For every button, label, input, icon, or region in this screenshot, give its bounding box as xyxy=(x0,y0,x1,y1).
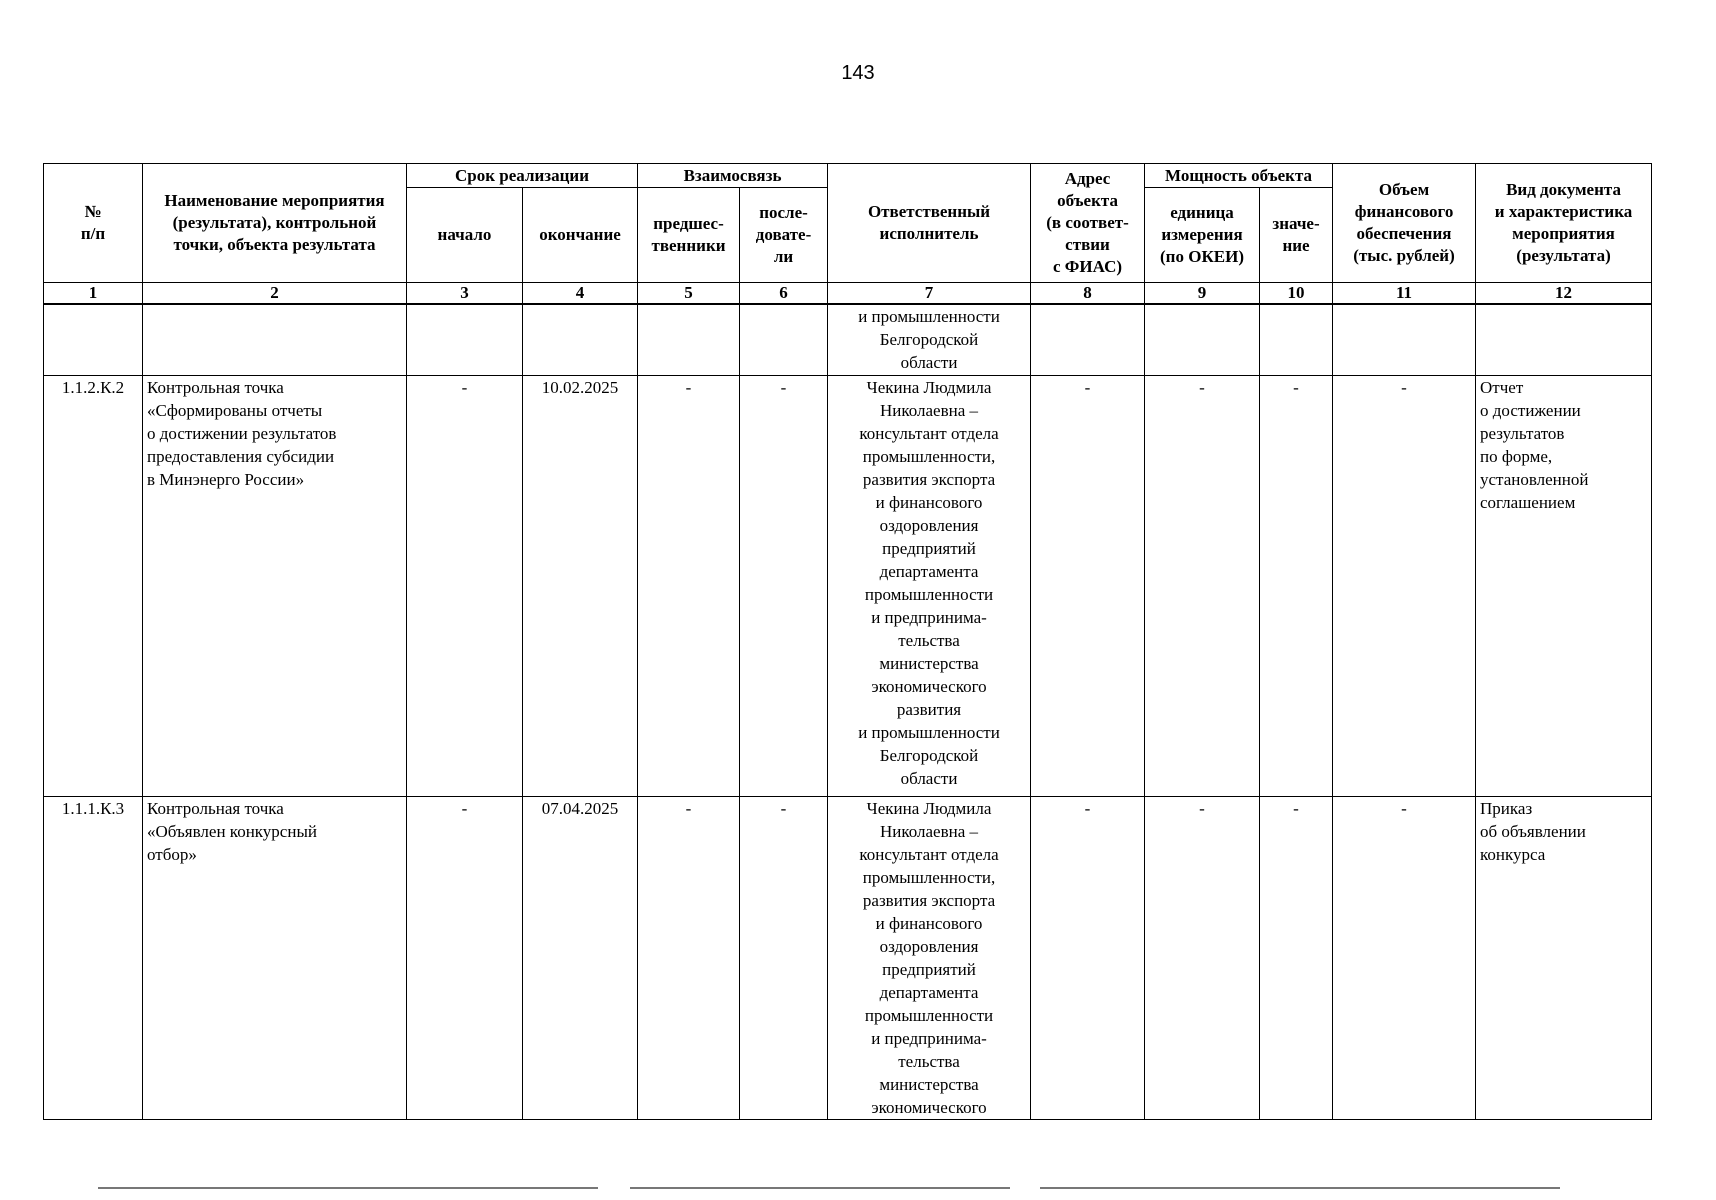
table-row xyxy=(44,797,1652,1120)
cell-num: 1.1.1.К.3 xyxy=(44,797,143,1120)
cell-finance: - xyxy=(1333,376,1476,797)
cell-address xyxy=(1031,304,1145,376)
cell-name: Контрольная точка «Сформированы отчеты о достижении результатов предоставления субсидии в Минэнерго России» xyxy=(143,376,407,797)
header-finance: Объем финансового обеспечения (тыс. рублей) xyxy=(1333,164,1476,283)
cell-prev xyxy=(638,304,740,376)
cell-unit: - xyxy=(1145,797,1260,1120)
page-number: 143 xyxy=(841,62,875,84)
table-row xyxy=(44,304,1652,376)
header-capacity: Мощность объекта xyxy=(1145,164,1333,188)
column-number: 11 xyxy=(1333,283,1476,305)
column-number: 4 xyxy=(523,283,638,305)
cell-address: - xyxy=(1031,797,1145,1120)
header-period-end: окончание xyxy=(523,188,638,283)
header-relation-prev: предшес- твенники xyxy=(638,188,740,283)
cell-next: - xyxy=(740,797,828,1120)
cell-doc xyxy=(1476,304,1652,376)
header-capacity-value: значе- ние xyxy=(1260,188,1333,283)
cell-finance xyxy=(1333,304,1476,376)
footer-rule xyxy=(98,1187,598,1189)
cell-end: 07.04.2025 xyxy=(523,797,638,1120)
footer-rule xyxy=(1040,1187,1560,1189)
header-doc: Вид документа и характеристика мероприятия (результата) xyxy=(1476,164,1652,283)
column-number: 8 xyxy=(1031,283,1145,305)
cell-doc: Приказ об объявлении конкурса xyxy=(1476,797,1652,1120)
cell-value: - xyxy=(1260,376,1333,797)
cell-start: - xyxy=(407,797,523,1120)
column-number: 6 xyxy=(740,283,828,305)
column-number: 2 xyxy=(143,283,407,305)
plan-table xyxy=(43,163,1652,1120)
cell-next xyxy=(740,304,828,376)
table-row xyxy=(44,376,1652,797)
cell-end: 10.02.2025 xyxy=(523,376,638,797)
column-number: 3 xyxy=(407,283,523,305)
cell-name: Контрольная точка «Объявлен конкурсный отбор» xyxy=(143,797,407,1120)
cell-value xyxy=(1260,304,1333,376)
cell-start: - xyxy=(407,376,523,797)
cell-next: - xyxy=(740,376,828,797)
cell-num xyxy=(44,304,143,376)
cell-prev: - xyxy=(638,376,740,797)
header-period-start: начало xyxy=(407,188,523,283)
header-name: Наименование мероприятия (результата), контрольной точки, объекта результата xyxy=(143,164,407,283)
column-number: 10 xyxy=(1260,283,1333,305)
cell-value: - xyxy=(1260,797,1333,1120)
header-relation-next: после- довате- ли xyxy=(740,188,828,283)
cell-unit: - xyxy=(1145,376,1260,797)
cell-end xyxy=(523,304,638,376)
column-number: 5 xyxy=(638,283,740,305)
column-number: 12 xyxy=(1476,283,1652,305)
column-number: 7 xyxy=(828,283,1031,305)
cell-num: 1.1.2.К.2 xyxy=(44,376,143,797)
column-number: 9 xyxy=(1145,283,1260,305)
cell-start xyxy=(407,304,523,376)
cell-address: - xyxy=(1031,376,1145,797)
header-executor: Ответственный исполнитель xyxy=(828,164,1031,283)
cell-doc: Отчет о достижении результатов по форме, установленной соглашением xyxy=(1476,376,1652,797)
header-relation: Взаимосвязь xyxy=(638,164,828,188)
footer-rule xyxy=(630,1187,1010,1189)
header-period: Срок реализации xyxy=(407,164,638,188)
cell-unit xyxy=(1145,304,1260,376)
cell-name xyxy=(143,304,407,376)
cell-executor: и промышленности Белгородской области xyxy=(828,304,1031,376)
header-capacity-unit: единица измерения (по ОКЕИ) xyxy=(1145,188,1260,283)
header-num: № п/п xyxy=(44,164,143,283)
cell-executor: Чекина Людмила Николаевна – консультант отдела промышленности, развития экспорта и финансового оздоровления предприятий департамента промышленности и предпринима- тельства министерства экономического развития и промышленности Белгородской области xyxy=(828,376,1031,797)
cell-finance: - xyxy=(1333,797,1476,1120)
cell-prev: - xyxy=(638,797,740,1120)
cell-executor: Чекина Людмила Николаевна – консультант отдела промышленности, развития экспорта и финансового оздоровления предприятий департамента промышленности и предпринима- тельства министерства экономического xyxy=(828,797,1031,1120)
column-number: 1 xyxy=(44,283,143,305)
header-address: Адрес объекта (в соответ- ствии с ФИАС) xyxy=(1031,164,1145,283)
